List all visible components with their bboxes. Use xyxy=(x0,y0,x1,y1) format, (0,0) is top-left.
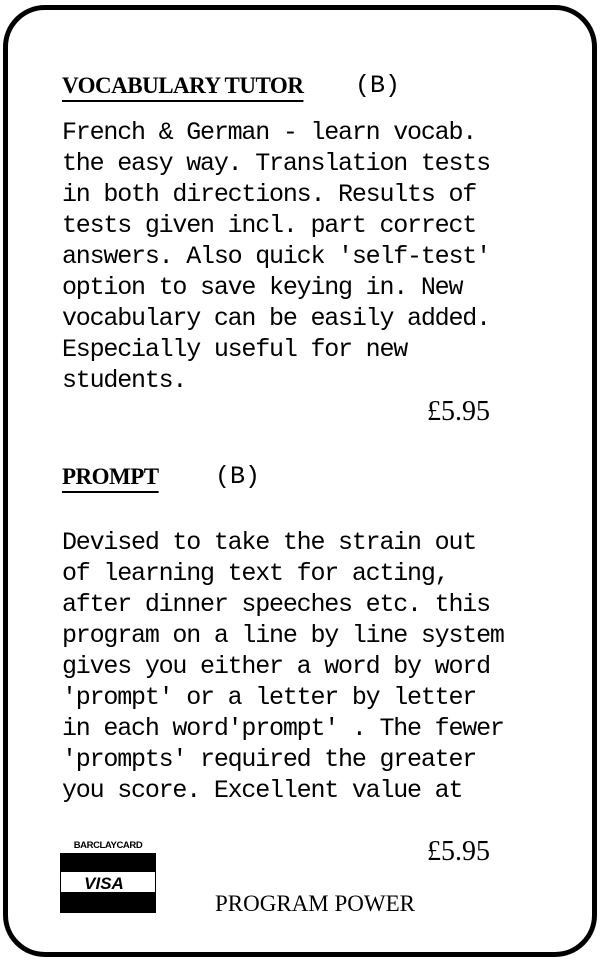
prompt-line: in each word'prompt' . The fewer xyxy=(62,714,504,743)
vocab-line: Especially useful for new xyxy=(62,335,408,364)
logo-top-text: BARCLAYCARD xyxy=(73,840,143,851)
prompt-line: program on a line by line system xyxy=(62,621,504,650)
vocab-line: tests given incl. part correct xyxy=(62,211,477,240)
vocab-line: vocabulary can be easily added. xyxy=(62,304,490,333)
prompt-price: £5.95 xyxy=(427,836,490,867)
vocab-price: £5.95 xyxy=(427,396,490,427)
prompt-title: PROMPT xyxy=(62,464,159,489)
program-power-brand: PROGRAM POWER xyxy=(215,891,416,916)
vocab-line: in both directions. Results of xyxy=(62,180,477,209)
prompt-line: after dinner speeches etc. this xyxy=(62,590,490,619)
barclaycard-visa-logo xyxy=(60,837,156,915)
vocab-line: French & German - learn vocab. xyxy=(62,118,477,147)
prompt-line: you score. Excellent value at xyxy=(62,776,463,805)
vocab-line: students. xyxy=(62,366,187,395)
prompt-line: gives you either a word by word xyxy=(62,652,490,681)
vocab-title: VOCABULARY TUTOR xyxy=(62,73,304,98)
prompt-tag: (B) xyxy=(215,462,261,491)
prompt-line: Devised to take the strain out xyxy=(62,528,477,557)
prompt-line: 'prompt' or a letter by letter xyxy=(62,683,477,712)
vocab-line: the easy way. Translation tests xyxy=(62,149,490,178)
vocab-tag: (B) xyxy=(355,71,401,100)
vocab-line: option to save keying in. New xyxy=(62,273,463,302)
vocab-line: answers. Also quick 'self-test' xyxy=(62,242,490,271)
prompt-line: of learning text for acting, xyxy=(62,559,449,588)
prompt-line: 'prompts' required the greater xyxy=(62,745,477,774)
logo-band-text: VISA xyxy=(84,874,124,893)
